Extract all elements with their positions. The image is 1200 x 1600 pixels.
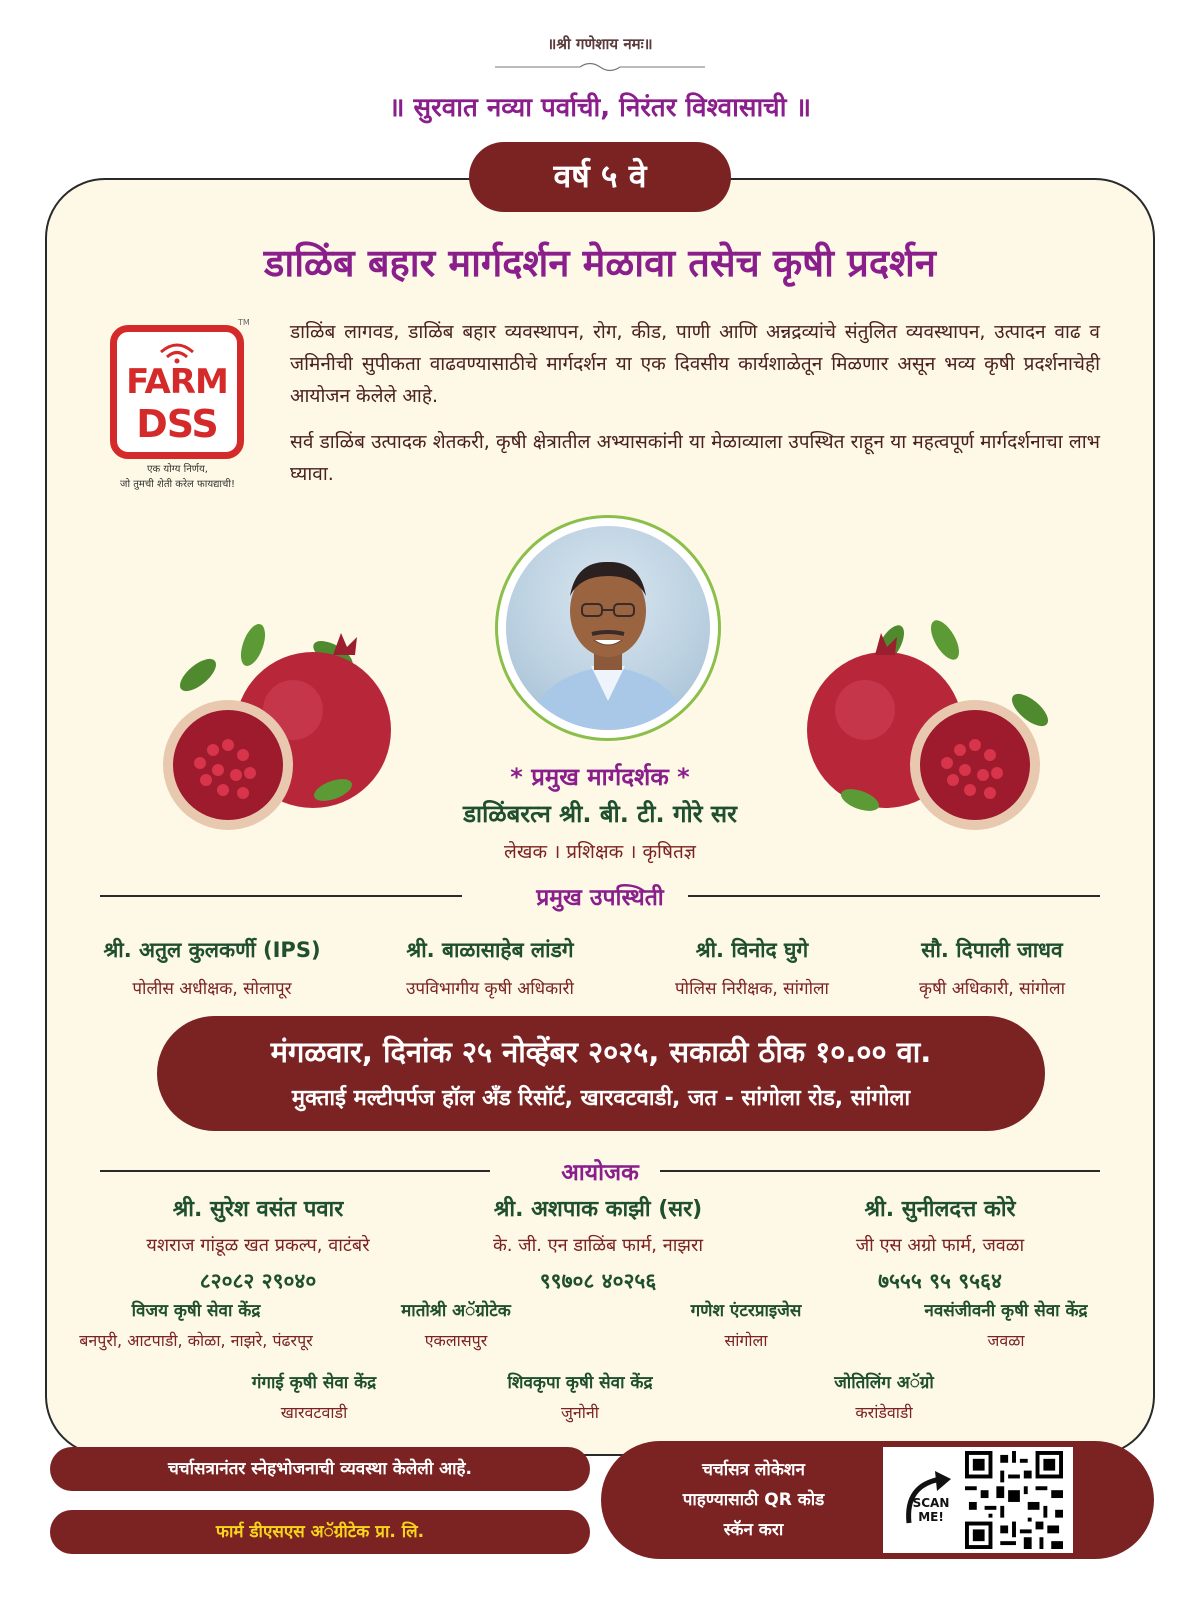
qr-instructions xyxy=(621,1455,886,1545)
organizer-item xyxy=(428,1193,768,1295)
scan-me-icon xyxy=(901,1465,961,1535)
guest-name: श्री. अतुल कुलकर्णी (IPS) xyxy=(103,938,321,962)
scan-me-word1: SCAN xyxy=(912,1496,950,1510)
dealer-item xyxy=(856,1298,1156,1351)
logo-slogan xyxy=(100,462,255,492)
guest-item xyxy=(72,936,352,999)
dealer-item xyxy=(164,1370,464,1423)
guest-item xyxy=(612,936,892,999)
farm-dss-logo xyxy=(110,325,244,459)
logo-slogan-line1: एक योग्य निर्णय, xyxy=(147,464,208,475)
person-portrait-icon xyxy=(506,526,710,730)
blessing-text: ॥श्री गणेशाय नमः॥ xyxy=(547,35,653,53)
event-venue: मुक्ताई मल्टीपर्पज हॉल अँड रिसॉर्ट, खारवटवाडी, जत - सांगोला रोड, सांगोला xyxy=(291,1086,911,1111)
date-venue-banner xyxy=(157,1016,1045,1131)
organizers-section-heading xyxy=(100,1155,1100,1185)
organizer-name: श्री. अशपाक काझी (सर) xyxy=(493,1197,703,1222)
organizer-org: यशराज गांडूळ खत प्रकल्प, वाटंबरे xyxy=(146,1235,370,1256)
qr-text-line1: चर्चासत्र लोकेशन xyxy=(702,1460,805,1480)
dealer-place: बनपुरी, आटपाडी, कोळा, नाझरे, पंढरपूर xyxy=(79,1331,313,1350)
dealer-place: जवळा xyxy=(987,1331,1025,1350)
organizer-name: श्री. सुरेश वसंत पवार xyxy=(172,1197,344,1222)
guest-designation: कृषी अधिकारी, सांगोला xyxy=(919,979,1065,999)
organizer-org: के. जी. एन डाळिंब फार्म, नाझरा xyxy=(492,1235,704,1256)
dealer-name: गंगाई कृषी सेवा केंद्र xyxy=(251,1373,377,1393)
event-title: डाळिंब बहार मार्गदर्शन मेळावा तसेच कृषी प्रदर्शन xyxy=(264,241,936,285)
guest-item xyxy=(852,936,1132,999)
organizer-phone: ९९७०८ ४०२५६ xyxy=(539,1269,657,1293)
dealer-place: सांगोला xyxy=(724,1331,768,1350)
guide-photo-frame xyxy=(495,515,721,741)
guest-name: सौ. दिपाली जाधव xyxy=(921,938,1063,962)
dealer-item xyxy=(596,1298,896,1351)
tagline: ॥ सुरवात नव्या पर्वाची, निरंतर विश्वासाची ॥ xyxy=(388,93,812,123)
event-date: मंगळवार, दिनांक २५ नोव्हेंबर २०२५, सकाळी ठीक १०.०० वा. xyxy=(270,1035,932,1069)
dealer-name: शिवकृपा कृषी सेवा केंद्र xyxy=(507,1373,653,1393)
year-badge: वर्ष ५ वे xyxy=(469,142,731,212)
dealer-place: खारवटवाडी xyxy=(280,1403,348,1422)
logo-word-dss: DSS xyxy=(136,402,218,446)
dealer-item xyxy=(306,1298,606,1351)
dealer-name: मातोश्री अॅग्रोटेक xyxy=(401,1301,511,1321)
organizer-item xyxy=(88,1193,428,1295)
organizer-phone: ७५५५ ९५ ९५६४ xyxy=(878,1269,1002,1293)
organizer-phone: ८२०८२ २९०४० xyxy=(199,1269,317,1293)
guest-designation: पोलीस अधीक्षक, सोलापूर xyxy=(132,979,292,999)
chief-guide-name: डाळिंबरत्न श्री. बी. टी. गोरे सर xyxy=(463,800,737,828)
logo-word-farm: FARM xyxy=(126,362,228,402)
dealer-item xyxy=(734,1370,1034,1423)
dealer-name: विजय कृषी सेवा केंद्र xyxy=(131,1301,261,1321)
qr-text-line3: स्कॅन करा xyxy=(723,1520,784,1540)
organizer-name: श्री. सुनीलदत्त कोरे xyxy=(864,1197,1016,1222)
trademark-mark: TM xyxy=(238,318,250,327)
intro-paragraph-1: डाळिंब लागवड, डाळिंब बहार व्यवस्थापन, रोग, कीड, पाणी आणि अन्नद्रव्यांचे संतुलित व्यवस्थापन, उत्पादन वाढ व जमिनीची सुपीकता वाढवण्यासाठीचे मार्गदर्शन या एक दिवसीय कार्यशाळेतून मिळणार असून भव्य कृषी प्रदर्शनाचेही आयोजन केलेले आहे. xyxy=(290,321,1100,407)
ornament-divider xyxy=(495,60,705,74)
dealer-place: करांडेवाडी xyxy=(855,1403,913,1422)
guest-item xyxy=(350,936,630,999)
chief-guide-roles: लेखक । प्रशिक्षक । कृषितज्ञ xyxy=(504,841,696,863)
dealer-item xyxy=(430,1370,730,1423)
organizer-item xyxy=(770,1193,1110,1295)
guest-name: श्री. बाळासाहेब लांडगे xyxy=(406,938,574,962)
logo-slogan-line2: जो तुमची शेती करेल फायद्याची! xyxy=(120,479,235,490)
event-description xyxy=(290,316,1100,504)
guest-name: श्री. विनोद घुगे xyxy=(695,938,809,962)
dealer-item xyxy=(46,1298,346,1351)
qr-panel xyxy=(883,1447,1073,1553)
qr-location-box xyxy=(601,1441,1154,1559)
guide-photo xyxy=(506,526,710,730)
dealer-name: नवसंजीवनी कृषी सेवा केंद्र xyxy=(924,1301,1088,1321)
intro-paragraph-2: सर्व डाळिंब उत्पादक शेतकरी, कृषी क्षेत्रातील अभ्यासकांनी या मेळाव्याला उपस्थित राहून या महत्वपूर्ण मार्गदर्शनाचा लाभ घ्यावा. xyxy=(290,431,1100,485)
chief-guide-label: * प्रमुख मार्गदर्शक * xyxy=(510,763,690,791)
scan-me-word2: ME! xyxy=(918,1510,944,1524)
company-name-banner: फार्म डीएसएस अॅग्रीटेक प्रा. लि. xyxy=(50,1510,590,1554)
guest-designation: उपविभागीय कृषी अधिकारी xyxy=(406,979,574,999)
guest-designation: पोलिस निरीक्षक, सांगोला xyxy=(675,979,829,999)
guests-section-heading xyxy=(100,880,1100,910)
organizer-org: जी एस अग्रो फार्म, जवळा xyxy=(855,1235,1025,1256)
guests-heading-label: प्रमुख उपस्थिती xyxy=(536,885,664,911)
dealer-name: गणेश एंटरप्राइजेस xyxy=(690,1301,802,1321)
qr-code-icon[interactable] xyxy=(965,1451,1063,1549)
wifi-icon xyxy=(158,342,196,364)
dealer-place: जुनोनी xyxy=(561,1403,599,1422)
qr-text-line2: पाहण्यासाठी QR कोड xyxy=(682,1490,825,1510)
dealer-place: एकलासपुर xyxy=(424,1331,488,1350)
dealer-name: जोतिलिंग अॅग्रो xyxy=(834,1373,934,1393)
organizers-heading-label: आयोजक xyxy=(561,1160,639,1186)
meal-note-banner: चर्चासत्रानंतर स्नेहभोजनाची व्यवस्था केलेली आहे. xyxy=(50,1447,590,1491)
